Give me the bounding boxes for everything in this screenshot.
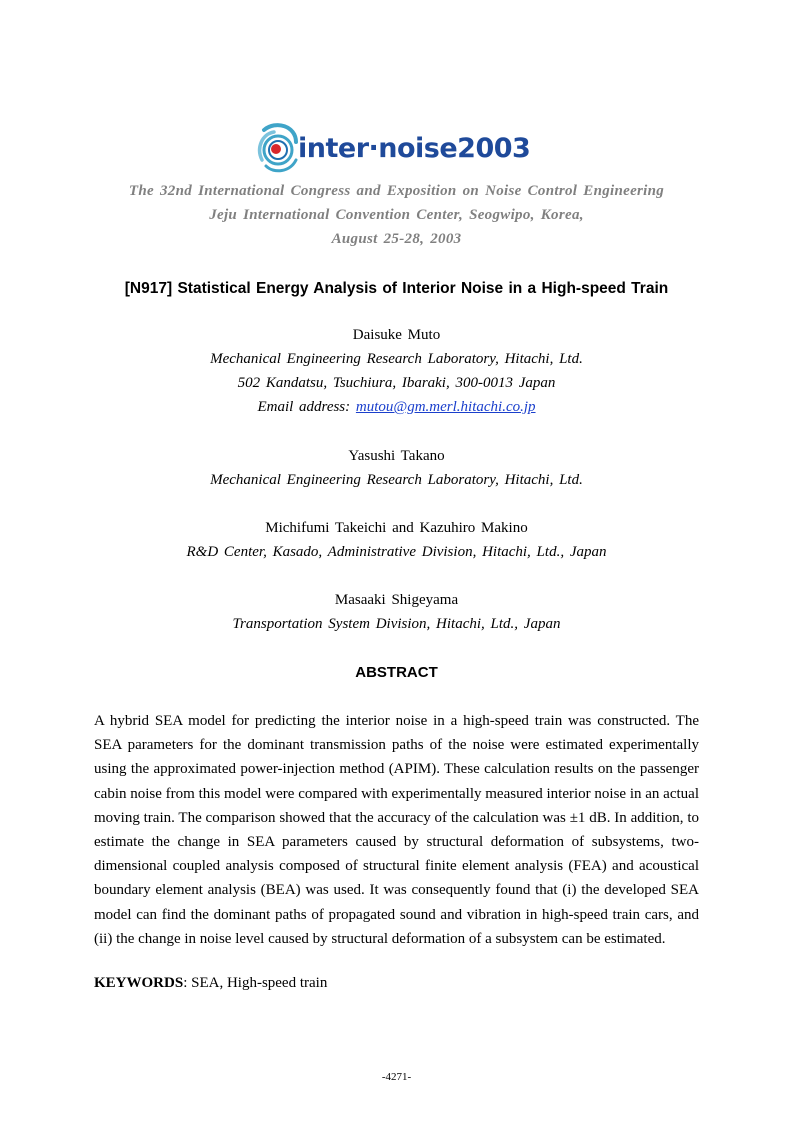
keywords-label: KEYWORDS bbox=[94, 975, 184, 991]
author-affiliation: R&D Center, Kasado, Administrative Division, Hitachi, Ltd., Japan bbox=[186, 544, 607, 560]
abstract-heading: ABSTRACT bbox=[355, 664, 438, 681]
author-name: Michifumi Takeichi and Kazuhiro Makino bbox=[265, 520, 528, 536]
paper-title: [N917] Statistical Energy Analysis of Interior Noise in a High-speed Train bbox=[124, 280, 669, 297]
keywords-line bbox=[94, 975, 327, 992]
author-name: Daisuke Muto bbox=[352, 327, 441, 343]
logo-text: inter·noise2003 bbox=[298, 133, 531, 164]
author-name: Masaaki Shigeyama bbox=[334, 592, 459, 608]
keywords-value: : SEA, High-speed train bbox=[183, 975, 328, 991]
conference-name: The 32nd International Congress and Exposition on Noise Control Engineering bbox=[128, 183, 665, 199]
conference-venue: Jeju International Convention Center, Seogwipo, Korea, bbox=[209, 207, 584, 223]
abstract-body: A hybrid SEA model for predicting the interior noise in a high-speed train was constructed. The SEA parameters for the dominant transmission paths of the noise were estimated experimentally using the approximated power-injection method (APIM). These calculation results on the passenger cabin noise from this model were compared with experimentally measured interior noise in an actual moving train. The comparison showed that the accuracy of the calculation was ±1 dB. In addition, to estimate the change in SEA parameters caused by structural deformation of subsystems, two-dimensional coupled analysis composed of structural finite element analysis (FEA) and acoustical boundary element analysis (BEA) was used. It was consequently found that (i) the developed SEA model can find the dominant paths of propagated sound and vibration in high-speed train cars, and (ii) the change in noise level caused by structural deformation of a subsystem can be estimated. bbox=[94, 713, 699, 947]
author-email-line bbox=[0, 399, 793, 416]
author-address: 502 Kandatsu, Tsuchiura, Ibaraki, 300-0013 Japan bbox=[237, 375, 556, 391]
author-affiliation: Transportation System Division, Hitachi, Ltd., Japan bbox=[232, 616, 561, 632]
swirl-globe-icon bbox=[256, 120, 300, 176]
author-affiliation: Mechanical Engineering Research Laboratory, Hitachi, Ltd. bbox=[210, 351, 583, 367]
author-affiliation: Mechanical Engineering Research Laboratory, Hitachi, Ltd. bbox=[210, 472, 583, 488]
conference-logo bbox=[256, 120, 546, 176]
page-number: -4271- bbox=[381, 1071, 412, 1083]
author-name: Yasushi Takano bbox=[348, 448, 445, 464]
email-label: Email address: bbox=[257, 399, 351, 415]
email-link[interactable]: mutou@gm.merl.hitachi.co.jp bbox=[355, 399, 536, 415]
conference-date: August 25-28, 2003 bbox=[331, 231, 462, 247]
